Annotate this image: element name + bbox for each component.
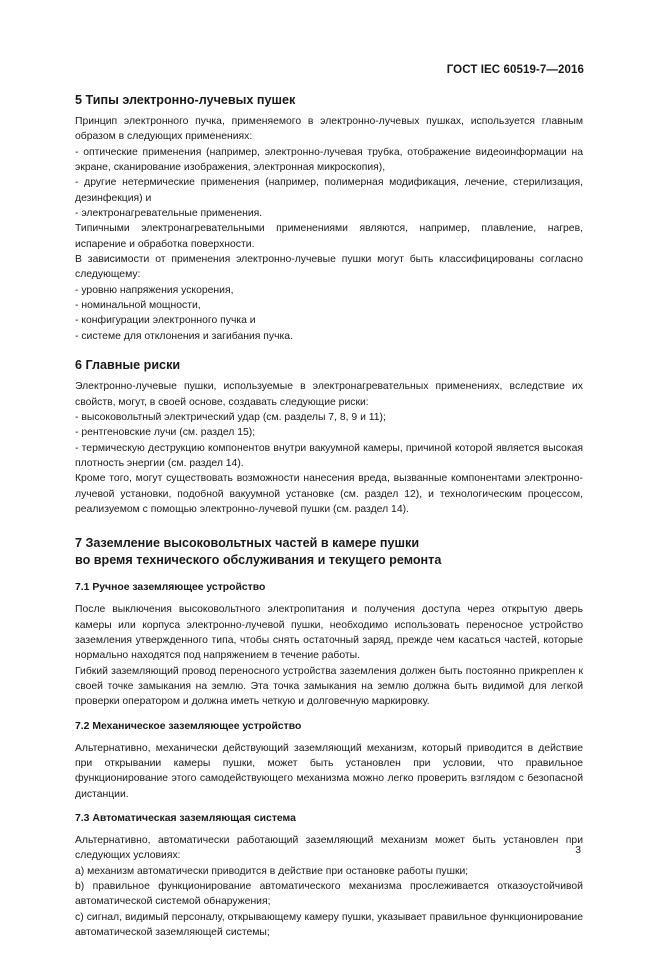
section-6-title: 6 Главные риски (75, 358, 181, 373)
list-item: - электронагревательные применения. (75, 208, 263, 220)
paragraph: Типичными электронагревательными применениями являются, например, плавление, нагрев, испарение и обработка поверхности. (75, 223, 583, 250)
section-7-title-line1: 7 Заземление высоковольтных частей в камере пушки (75, 536, 420, 551)
paragraph: Принцип электронного пучка, применяемого в электронно-лучевых пушках, используется главным образом в следующих применениях: (75, 116, 583, 143)
paragraph: После выключения высоковольтного электропитания и получения доступа через открытую дверь камеры или корпуса электронно-лучевой пушки, необходимо использовать переносное устройство заземления утвержденного типа, чтобы снять остаточный заряд, прежде чем касаться частей, которые нормально находятся под напряжением в течение работы. (75, 604, 583, 662)
section-7 (75, 535, 583, 940)
list-item: - высоковольтный электрический удар (см. разделы 7, 8, 9 и 11); (75, 411, 386, 423)
list-item: - системе для отклонения и загибания пучка. (75, 330, 293, 342)
list-item: - номинальной мощности, (75, 300, 201, 312)
list-item: - термическую деструкцию компонентов внутри вакуумной камеры, причиной которой является высокая плотность энергии (см. раздел 14). (75, 442, 583, 469)
section-5 (75, 92, 583, 344)
document-body (75, 92, 583, 953)
subsection-7-2-title: 7.2 Механическое заземляющее устройство (75, 720, 302, 732)
list-item: - другие нетермические применения (например, полимерная модификация, лечение, стерилизация, дезинфекция) и (75, 177, 583, 204)
list-item: - конфигурации электронного пучка и (75, 315, 256, 327)
paragraph: Альтернативно, автоматически работающий заземляющий механизм может быть установлен при следующих условиях: (75, 835, 583, 862)
section-7-title-line2: во время технического обслуживания и текущего ремонта (75, 553, 442, 568)
list-item: b) правильное функционирование автоматического механизма прослеживается отказоустойчивой автоматической системой обнаружения; (75, 881, 583, 908)
paragraph: Кроме того, могут существовать возможности нанесения вреда, вызванные компонентами электронно-лучевой установки, подобной вакуумной установке (см. раздел 12), и технологическим процессом, реализуемом с помощью электронно-лучевой пушки (см. раздел 14). (75, 473, 583, 515)
paragraph: Электронно-лучевые пушки, используемые в электронагревательных применениях, вследствие их свойств, могут, в своей основе, создавать следующие риски: (75, 381, 583, 408)
list-item: - оптические применения (например, электронно-лучевая трубка, отображение видеоинформации на экране, сканирование изображения, электронная микроскопия), (75, 146, 583, 174)
section-6 (75, 357, 583, 517)
section-7-title (75, 535, 583, 569)
paragraph: Альтернативно, механически действующий заземляющий механизм, который приводится в действие при открывании камеры пушки, может быть установлен при условии, что правильное функционирование этого самодействующего механизма можно легко проверить взглядом с безопасной дистанции. (75, 742, 583, 800)
page-header: ГОСТ IEC 60519-7—2016 (446, 64, 584, 76)
paragraph: В зависимости от применения электронно-лучевые пушки могут быть классифицированы согласно следующему: (75, 254, 583, 281)
list-item: a) механизм автоматически приводится в действие при остановке работы пушки; (75, 865, 469, 877)
subsection-7-3-title: 7.3 Автоматическая заземляющая система (75, 813, 296, 825)
section-5-title: 5 Типы электронно-лучевых пушек (75, 93, 296, 107)
list-item: - уровню напряжения ускорения, (75, 284, 234, 296)
list-item: - рентгеновские лучи (см. раздел 15); (75, 427, 256, 439)
page-number: 3 (575, 845, 581, 856)
list-item: c) сигнал, видимый персоналу, открывающему камеру пушки, указывает правильное функционирование автоматической заземляющей системы; (75, 911, 583, 939)
subsection-7-1-title: 7.1 Ручное заземляющее устройство (75, 582, 266, 594)
paragraph: Гибкий заземляющий провод переносного устройства заземления должен быть постоянно прикреплен к своей точке замыкания на землю. Эта точка замыкания на землю должна быть видимой для легкой проверки оператором и должна иметь четкую и долговечную маркировку. (75, 665, 583, 708)
